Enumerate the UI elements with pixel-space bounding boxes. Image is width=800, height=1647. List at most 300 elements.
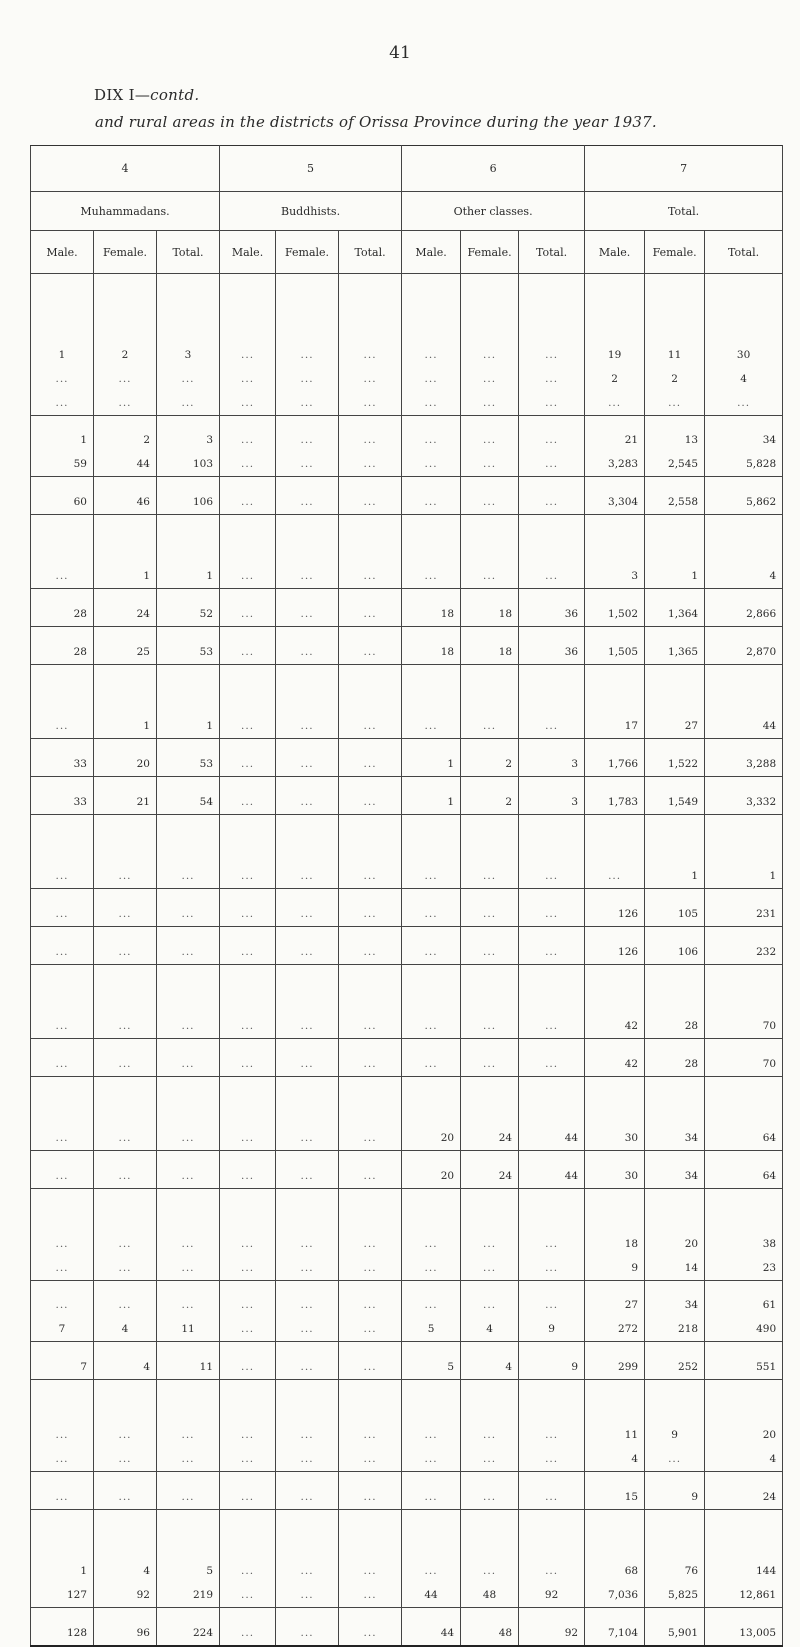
table-cell bbox=[276, 589, 339, 627]
table-cell bbox=[705, 1281, 783, 1342]
table-row bbox=[31, 515, 783, 589]
table-cell bbox=[519, 665, 585, 739]
cell-value: ... bbox=[118, 1299, 132, 1311]
cell-value: 24 bbox=[498, 1132, 513, 1144]
cell-value: ... bbox=[424, 1429, 438, 1441]
cell-value: ... bbox=[300, 434, 314, 446]
table-row bbox=[31, 1189, 783, 1281]
table-row bbox=[31, 777, 783, 815]
table-cell bbox=[157, 1342, 220, 1380]
cell-value: 1 bbox=[143, 720, 150, 732]
cell-value: 52 bbox=[199, 608, 214, 620]
appendix-heading-contd: contd. bbox=[150, 86, 200, 104]
table-cell bbox=[157, 777, 220, 815]
table-subheading: and rural areas in the districts of Orissa Province during the year 1937. bbox=[95, 113, 657, 131]
cell-value: ... bbox=[300, 349, 314, 361]
cell-value: 11 bbox=[624, 1429, 639, 1441]
cell-value: ... bbox=[545, 1238, 559, 1250]
table-cell bbox=[276, 1342, 339, 1380]
column-number-4: 4 bbox=[31, 146, 220, 192]
cell-value: 2 bbox=[611, 373, 618, 385]
cell-value: ... bbox=[545, 908, 559, 920]
table-cell bbox=[645, 889, 705, 927]
cell-value: 144 bbox=[756, 1565, 777, 1577]
cell-value: 13,005 bbox=[739, 1626, 777, 1639]
cell-value: ... bbox=[181, 946, 195, 958]
cell-value: 46 bbox=[136, 496, 150, 508]
table-cell bbox=[339, 1151, 402, 1189]
cell-value: 1 bbox=[80, 434, 87, 446]
table-cell bbox=[705, 739, 783, 777]
cell-value: ... bbox=[424, 1453, 438, 1465]
table-cell bbox=[645, 1189, 705, 1281]
cell-value: ... bbox=[241, 1238, 255, 1250]
table-cell bbox=[31, 1189, 94, 1281]
table-cell bbox=[220, 889, 276, 927]
cell-value: 28 bbox=[684, 1020, 699, 1032]
cell-value: 272 bbox=[618, 1323, 639, 1335]
cell-value: ... bbox=[363, 1323, 377, 1335]
cell-value: ... bbox=[241, 1132, 255, 1144]
table-cell bbox=[339, 627, 402, 665]
table-cell bbox=[402, 274, 461, 416]
table-cell bbox=[31, 927, 94, 965]
table-cell bbox=[402, 927, 461, 965]
table-cell bbox=[519, 1039, 585, 1077]
cell-value: ... bbox=[300, 796, 314, 808]
table-cell bbox=[402, 1510, 461, 1608]
cell-value: 96 bbox=[136, 1626, 150, 1639]
cell-value: 1 bbox=[143, 570, 150, 582]
cell-value: 61 bbox=[762, 1299, 777, 1311]
cell-value: 34 bbox=[684, 1170, 699, 1182]
table-row bbox=[31, 889, 783, 927]
table-cell bbox=[585, 1472, 645, 1510]
cell-value: ... bbox=[545, 570, 559, 582]
table-cell bbox=[519, 416, 585, 477]
table-cell bbox=[585, 1151, 645, 1189]
table-cell bbox=[585, 927, 645, 965]
cell-value: 36 bbox=[564, 646, 579, 658]
table-cell bbox=[339, 1608, 402, 1646]
table-cell bbox=[705, 815, 783, 889]
table-cell bbox=[705, 274, 783, 416]
table-row bbox=[31, 739, 783, 777]
sub-header-cell: Total. bbox=[705, 231, 783, 274]
cell-value: ... bbox=[424, 946, 438, 958]
cell-value: 70 bbox=[762, 1020, 777, 1032]
cell-value: ... bbox=[300, 496, 314, 508]
cell-value: ... bbox=[363, 1491, 377, 1503]
cell-value: 21 bbox=[624, 434, 639, 446]
table-cell bbox=[31, 1510, 94, 1608]
cell-value: ... bbox=[545, 870, 559, 882]
table-cell bbox=[157, 274, 220, 416]
cell-value: 2 bbox=[505, 758, 513, 770]
cell-value: 59 bbox=[73, 458, 87, 470]
cell-value: ... bbox=[241, 570, 255, 582]
table-cell bbox=[519, 1281, 585, 1342]
cell-value: 4 bbox=[505, 1361, 513, 1373]
cell-value: ... bbox=[241, 758, 255, 770]
table-cell bbox=[705, 777, 783, 815]
cell-value: 33 bbox=[73, 758, 87, 770]
cell-value: ... bbox=[363, 1589, 377, 1601]
table-cell bbox=[94, 739, 157, 777]
cell-value: 1,505 bbox=[608, 646, 639, 658]
table-row bbox=[31, 665, 783, 739]
cell-value: ... bbox=[181, 1238, 195, 1250]
cell-value: ... bbox=[241, 349, 255, 361]
table-cell bbox=[645, 1342, 705, 1380]
cell-value: ... bbox=[118, 1132, 132, 1144]
table-cell bbox=[585, 1189, 645, 1281]
cell-value: 4 bbox=[143, 1361, 150, 1373]
table-cell bbox=[519, 627, 585, 665]
table-cell bbox=[31, 515, 94, 589]
cell-value: ... bbox=[424, 1565, 438, 1577]
table-cell bbox=[461, 1342, 519, 1380]
cell-value: 42 bbox=[624, 1058, 639, 1070]
cell-value: 490 bbox=[756, 1323, 777, 1335]
cell-value: ... bbox=[118, 870, 132, 882]
table-cell bbox=[645, 815, 705, 889]
table-cell bbox=[220, 1608, 276, 1646]
table-row bbox=[31, 1281, 783, 1342]
cell-value: ... bbox=[118, 1453, 132, 1465]
table-cell bbox=[402, 889, 461, 927]
table-cell bbox=[645, 777, 705, 815]
table-cell bbox=[461, 739, 519, 777]
cell-value: ... bbox=[241, 434, 255, 446]
cell-value: 1,502 bbox=[608, 608, 639, 620]
table-cell bbox=[276, 1077, 339, 1151]
group-header-total: Total. bbox=[585, 192, 783, 231]
table-cell bbox=[157, 815, 220, 889]
table-cell bbox=[339, 589, 402, 627]
cell-value: 18 bbox=[440, 608, 455, 620]
cell-value: 3 bbox=[206, 434, 214, 446]
cell-value: 3,304 bbox=[608, 496, 639, 508]
cell-value: 7 bbox=[58, 1323, 66, 1335]
cell-value: 34 bbox=[762, 434, 777, 446]
cell-value: ... bbox=[118, 1020, 132, 1032]
table-cell bbox=[705, 927, 783, 965]
cell-value: ... bbox=[241, 458, 255, 470]
cell-value: ... bbox=[241, 908, 255, 920]
cell-value: 4 bbox=[486, 1323, 493, 1335]
table-cell bbox=[461, 815, 519, 889]
cell-value: ... bbox=[483, 720, 497, 732]
table-cell bbox=[31, 815, 94, 889]
cell-value: ... bbox=[424, 720, 438, 732]
table-cell bbox=[157, 965, 220, 1039]
table-cell bbox=[94, 1151, 157, 1189]
table-cell bbox=[94, 1189, 157, 1281]
table-cell bbox=[461, 589, 519, 627]
cell-value: ... bbox=[424, 1262, 438, 1274]
cell-value: 20 bbox=[440, 1132, 455, 1144]
cell-value: ... bbox=[55, 570, 69, 582]
table-cell bbox=[276, 1510, 339, 1608]
cell-value: 2 bbox=[671, 373, 678, 385]
cell-value: 4 bbox=[740, 373, 747, 385]
table-cell bbox=[339, 1510, 402, 1608]
cell-value: 18 bbox=[498, 608, 513, 620]
table-cell bbox=[402, 665, 461, 739]
table-cell bbox=[705, 1472, 783, 1510]
table-cell bbox=[645, 927, 705, 965]
sub-header-cell: Female. bbox=[94, 231, 157, 274]
table-cell bbox=[585, 1281, 645, 1342]
cell-value: ... bbox=[363, 458, 377, 470]
cell-value: ... bbox=[363, 1453, 377, 1465]
cell-value: ... bbox=[300, 1589, 314, 1601]
table-cell bbox=[157, 627, 220, 665]
table-cell bbox=[705, 416, 783, 477]
table-cell bbox=[402, 1039, 461, 1077]
appendix-heading bbox=[94, 86, 199, 104]
table-cell bbox=[402, 1380, 461, 1472]
table-cell bbox=[339, 665, 402, 739]
table-cell bbox=[94, 1608, 157, 1646]
table-cell bbox=[705, 515, 783, 589]
cell-value: ... bbox=[181, 1429, 195, 1441]
cell-value: ... bbox=[300, 720, 314, 732]
cell-value: ... bbox=[241, 646, 255, 658]
cell-value: 33 bbox=[73, 796, 87, 808]
cell-value: 53 bbox=[199, 758, 214, 770]
table-cell bbox=[31, 416, 94, 477]
cell-value: ... bbox=[545, 720, 559, 732]
sub-header-cell: Female. bbox=[645, 231, 705, 274]
table-cell bbox=[705, 965, 783, 1039]
cell-value: ... bbox=[545, 1429, 559, 1441]
table-cell bbox=[339, 777, 402, 815]
cell-value: ... bbox=[300, 1323, 314, 1335]
cell-value: ... bbox=[545, 373, 559, 385]
cell-value: ... bbox=[363, 758, 377, 770]
cell-value: 53 bbox=[199, 646, 214, 658]
table-cell bbox=[31, 627, 94, 665]
cell-value: 44 bbox=[564, 1170, 579, 1182]
table-cell bbox=[339, 477, 402, 515]
table-cell bbox=[220, 739, 276, 777]
table-cell bbox=[645, 416, 705, 477]
sub-header-cell: Male. bbox=[585, 231, 645, 274]
cell-value: 12,861 bbox=[739, 1589, 777, 1601]
appendix-heading-prefix: DIX I— bbox=[94, 86, 151, 104]
cell-value: ... bbox=[300, 373, 314, 385]
cell-value: ... bbox=[241, 397, 255, 409]
cell-value: ... bbox=[118, 397, 132, 409]
table-cell bbox=[157, 1039, 220, 1077]
table-cell bbox=[645, 477, 705, 515]
cell-value: ... bbox=[241, 1020, 255, 1032]
table-cell bbox=[402, 739, 461, 777]
cell-value: 5,828 bbox=[746, 458, 777, 470]
cell-value: 232 bbox=[756, 946, 777, 958]
cell-value: 5,825 bbox=[668, 1589, 699, 1601]
table-cell bbox=[645, 627, 705, 665]
cell-value: ... bbox=[483, 373, 497, 385]
table-cell bbox=[220, 1189, 276, 1281]
table-cell bbox=[31, 1342, 94, 1380]
cell-value: 2,558 bbox=[668, 496, 699, 508]
table-row bbox=[31, 815, 783, 889]
cell-value: ... bbox=[55, 870, 69, 882]
cell-value: 18 bbox=[498, 646, 513, 658]
cell-value: 60 bbox=[73, 496, 87, 508]
table-cell bbox=[220, 1077, 276, 1151]
cell-value: ... bbox=[300, 458, 314, 470]
table-cell bbox=[220, 1510, 276, 1608]
table-cell bbox=[339, 1342, 402, 1380]
cell-value: 34 bbox=[684, 1132, 699, 1144]
cell-value: ... bbox=[241, 608, 255, 620]
sub-header-cell: Total. bbox=[339, 231, 402, 274]
table-cell bbox=[461, 416, 519, 477]
table-cell bbox=[220, 477, 276, 515]
table-cell bbox=[585, 1608, 645, 1646]
table-cell bbox=[461, 1510, 519, 1608]
table-cell bbox=[402, 1472, 461, 1510]
table-cell bbox=[220, 1342, 276, 1380]
table-cell bbox=[645, 739, 705, 777]
cell-value: ... bbox=[300, 758, 314, 770]
sub-header-cell: Male. bbox=[402, 231, 461, 274]
cell-value: 5 bbox=[447, 1361, 455, 1373]
cell-value: ... bbox=[424, 397, 438, 409]
cell-value: 24 bbox=[762, 1491, 777, 1503]
table-cell bbox=[94, 589, 157, 627]
cell-value: 1,365 bbox=[668, 646, 699, 658]
table-cell bbox=[519, 889, 585, 927]
cell-value: ... bbox=[545, 349, 559, 361]
cell-value: 11 bbox=[199, 1361, 214, 1373]
table-cell bbox=[585, 274, 645, 416]
cell-value: ... bbox=[241, 1429, 255, 1441]
table-cell bbox=[585, 1510, 645, 1608]
table-cell bbox=[94, 777, 157, 815]
cell-value: ... bbox=[241, 1589, 255, 1601]
cell-value: 34 bbox=[684, 1299, 699, 1311]
table-row bbox=[31, 1608, 783, 1646]
table-cell bbox=[402, 1077, 461, 1151]
table-cell bbox=[339, 927, 402, 965]
table-cell bbox=[705, 1077, 783, 1151]
cell-value: 15 bbox=[624, 1491, 639, 1503]
table-cell bbox=[645, 1608, 705, 1646]
table-cell bbox=[157, 416, 220, 477]
table-cell bbox=[461, 889, 519, 927]
cell-value: ... bbox=[55, 1429, 69, 1441]
table-cell bbox=[276, 627, 339, 665]
table-cell bbox=[31, 589, 94, 627]
cell-value: 3 bbox=[184, 349, 192, 361]
cell-value: 1 bbox=[447, 758, 455, 770]
table-cell bbox=[94, 416, 157, 477]
table-cell bbox=[157, 1380, 220, 1472]
cell-value: ... bbox=[483, 1020, 497, 1032]
cell-value: 3,288 bbox=[746, 758, 777, 770]
cell-value: 36 bbox=[564, 608, 579, 620]
table-cell bbox=[94, 965, 157, 1039]
table-cell bbox=[94, 1472, 157, 1510]
table-cell bbox=[157, 1510, 220, 1608]
table-cell bbox=[585, 1039, 645, 1077]
cell-value: 126 bbox=[618, 946, 639, 958]
table-cell bbox=[585, 1077, 645, 1151]
cell-value: 92 bbox=[136, 1589, 150, 1601]
table-cell bbox=[645, 589, 705, 627]
cell-value: 1 bbox=[691, 870, 699, 882]
cell-value: ... bbox=[424, 434, 438, 446]
table-cell bbox=[339, 965, 402, 1039]
table-cell bbox=[519, 815, 585, 889]
cell-value: 1,766 bbox=[608, 758, 639, 770]
cell-value: ... bbox=[483, 1491, 497, 1503]
cell-value: 103 bbox=[192, 458, 214, 470]
cell-value: ... bbox=[300, 397, 314, 409]
table-cell bbox=[157, 477, 220, 515]
table-cell bbox=[31, 274, 94, 416]
cell-value: ... bbox=[300, 1626, 314, 1639]
cell-value: ... bbox=[241, 1626, 255, 1639]
cell-value: ... bbox=[737, 397, 751, 409]
table-cell bbox=[585, 889, 645, 927]
cell-value: ... bbox=[545, 1020, 559, 1032]
table-row bbox=[31, 589, 783, 627]
table-cell bbox=[220, 515, 276, 589]
cell-value: ... bbox=[181, 1491, 195, 1503]
table-cell bbox=[402, 777, 461, 815]
table-cell bbox=[461, 1077, 519, 1151]
table-cell bbox=[402, 1189, 461, 1281]
cell-value: 4 bbox=[769, 570, 777, 582]
group-header-other-classes: Other classes. bbox=[402, 192, 585, 231]
cell-value: 3,283 bbox=[608, 458, 639, 470]
table-cell bbox=[519, 515, 585, 589]
table-cell bbox=[705, 1151, 783, 1189]
cell-value: ... bbox=[55, 1058, 69, 1070]
table-cell bbox=[276, 927, 339, 965]
table-cell bbox=[519, 1472, 585, 1510]
cell-value: 25 bbox=[136, 646, 150, 658]
table-cell bbox=[519, 927, 585, 965]
cell-value: ... bbox=[55, 946, 69, 958]
cell-value: 299 bbox=[618, 1361, 639, 1373]
cell-value: ... bbox=[424, 1238, 438, 1250]
cell-value: ... bbox=[181, 1058, 195, 1070]
sub-header-cell: Total. bbox=[519, 231, 585, 274]
table-cell bbox=[339, 416, 402, 477]
table-cell bbox=[31, 1472, 94, 1510]
cell-value: 20 bbox=[440, 1170, 455, 1182]
cell-value: ... bbox=[483, 1262, 497, 1274]
cell-value: 1,364 bbox=[668, 608, 699, 620]
table-cell bbox=[94, 1039, 157, 1077]
cell-value: 7 bbox=[80, 1361, 87, 1373]
table-row bbox=[31, 1077, 783, 1151]
table-cell bbox=[31, 1380, 94, 1472]
cell-value: 2,866 bbox=[746, 608, 777, 620]
cell-value: ... bbox=[241, 720, 255, 732]
table-cell bbox=[220, 1380, 276, 1472]
table-cell bbox=[585, 589, 645, 627]
cell-value: ... bbox=[363, 1058, 377, 1070]
table-cell bbox=[645, 1077, 705, 1151]
